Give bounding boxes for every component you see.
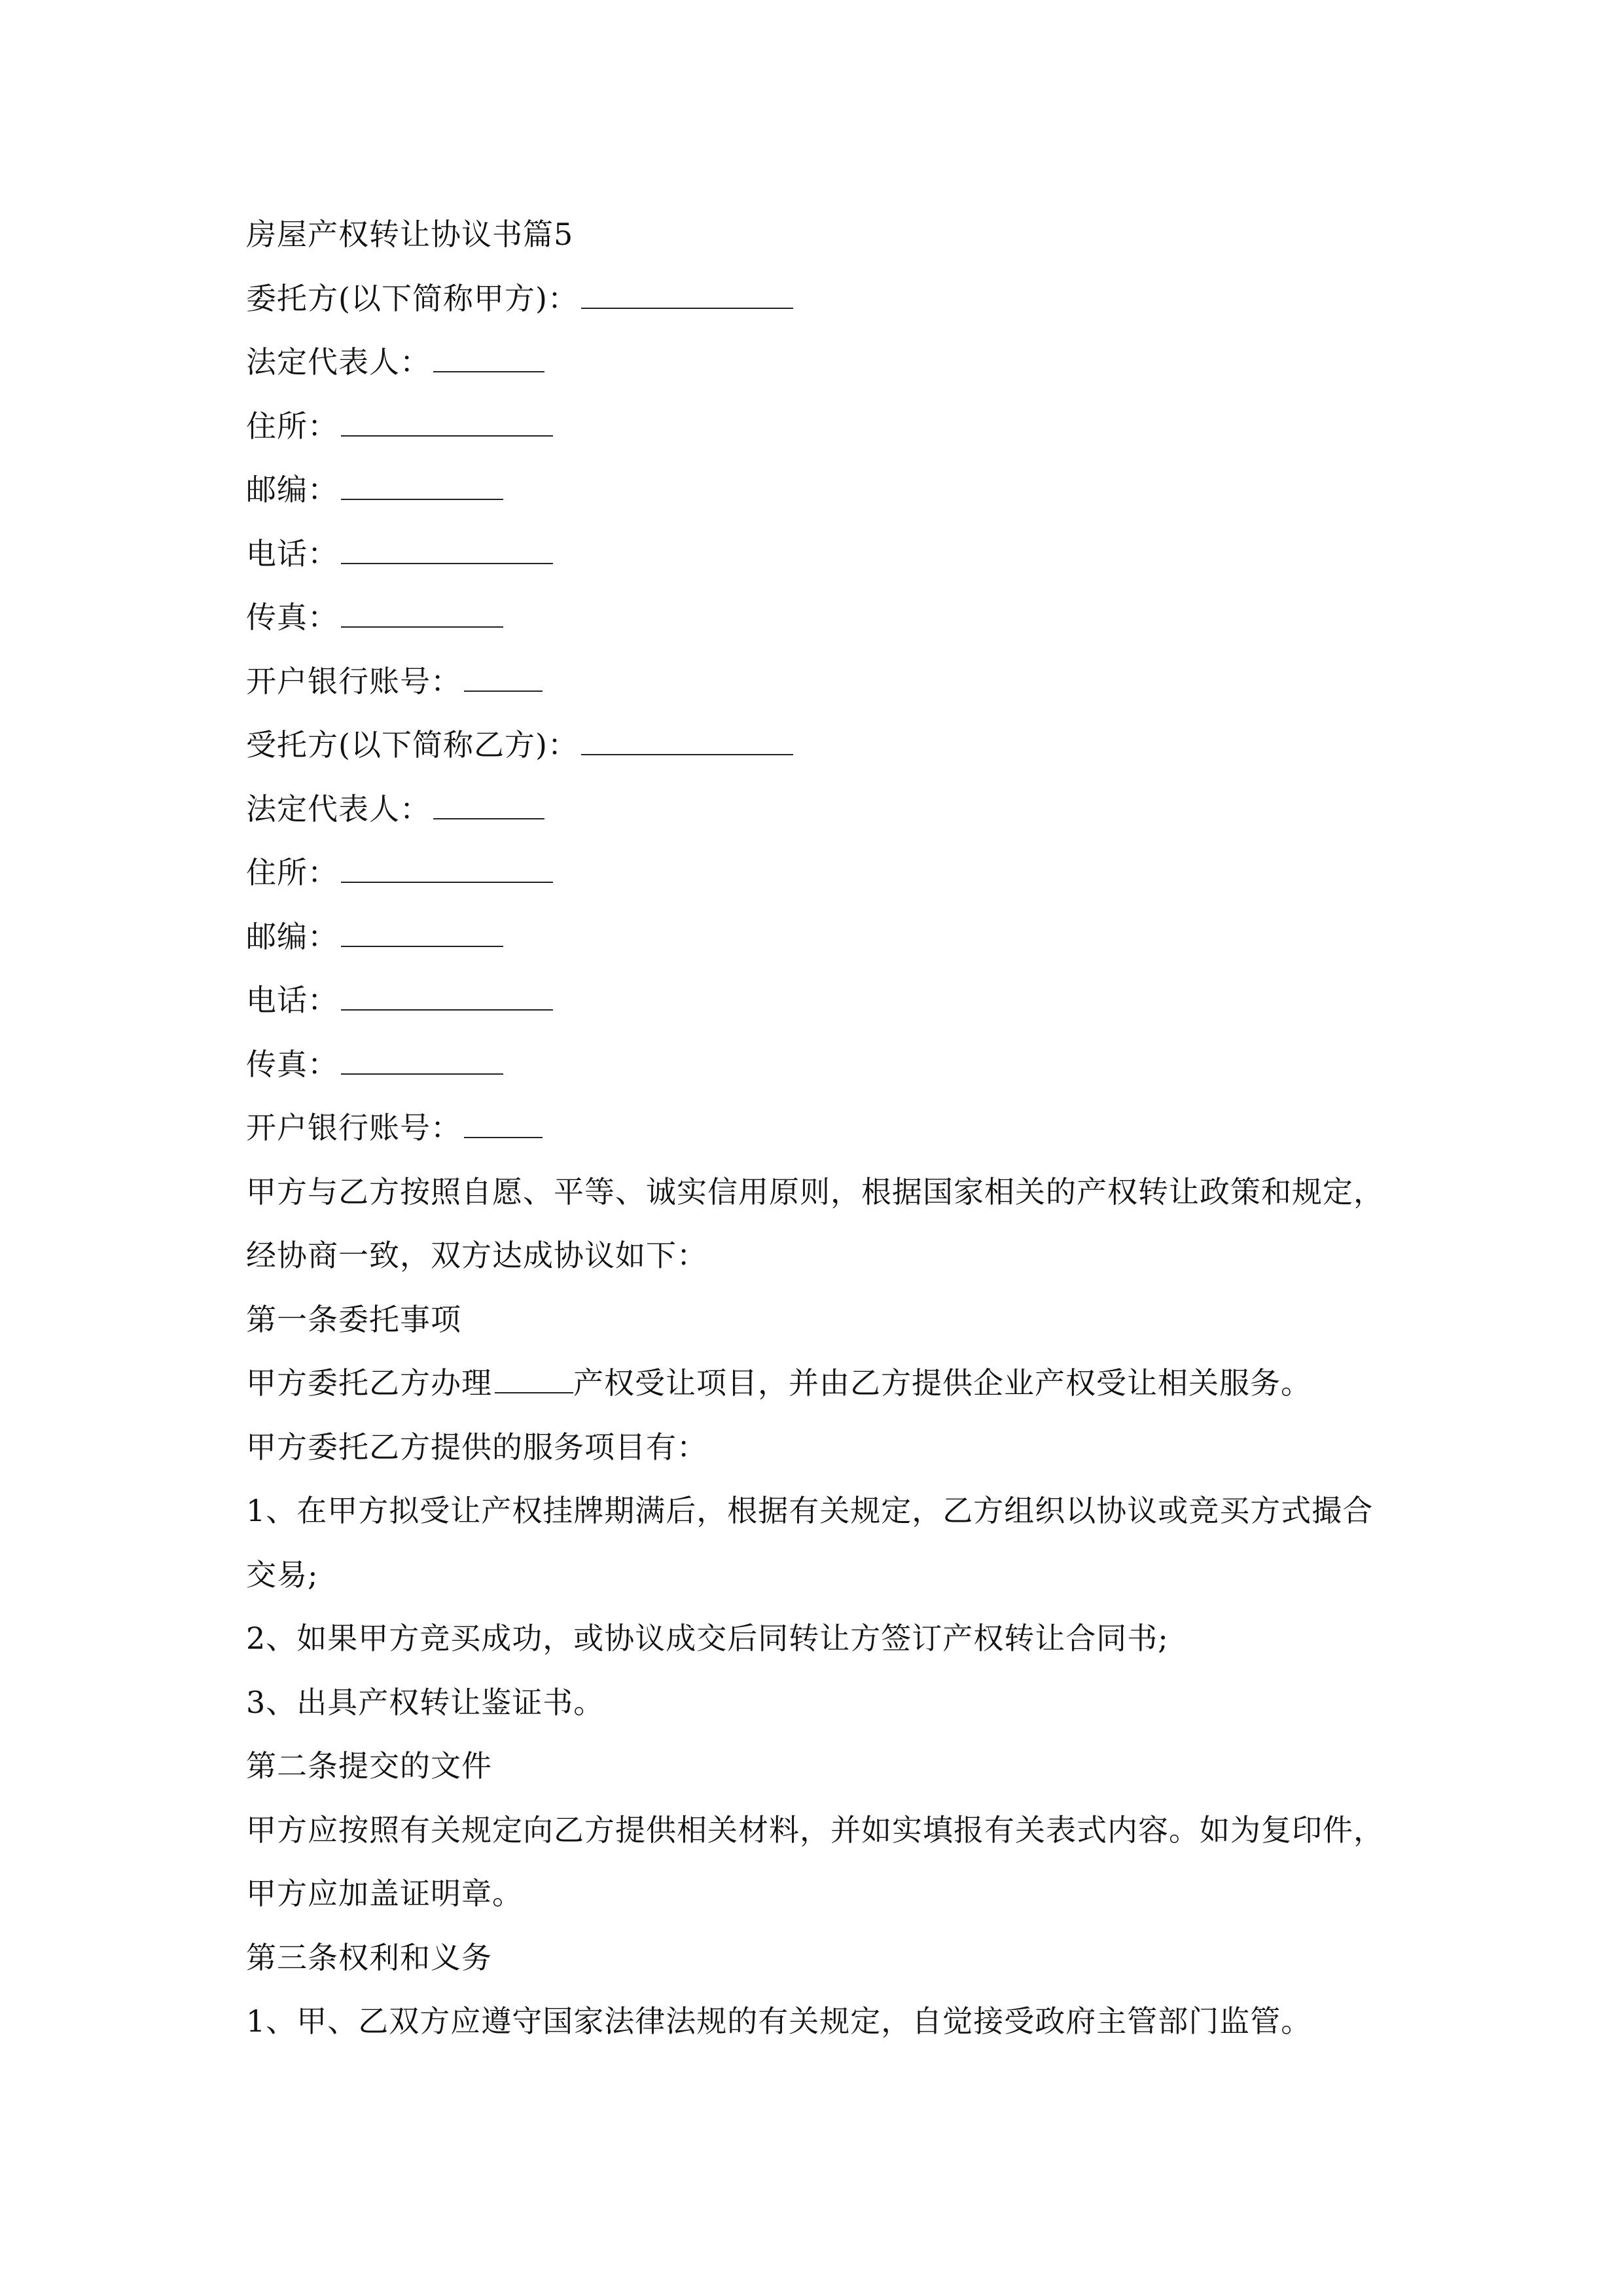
party-a-fax-label: 传真：	[246, 600, 338, 635]
party-a-bank-line	[246, 650, 1411, 714]
party-b-phone-line	[246, 969, 1411, 1033]
party-a-fax-blank[interactable]	[341, 601, 503, 628]
party-b-rep-blank[interactable]	[433, 793, 544, 819]
party-b-fax-line	[246, 1033, 1411, 1097]
article-1-commission-line	[246, 1352, 1411, 1416]
party-a-rep-line	[246, 331, 1411, 395]
party-b-bank-label: 开户银行账号：	[246, 1110, 461, 1145]
party-a-phone-label: 电话：	[246, 535, 338, 571]
party-a-phone-blank[interactable]	[341, 538, 553, 564]
document-title: 房屋产权转让协议书篇5	[246, 217, 574, 252]
party-b-phone-label: 电话：	[246, 982, 338, 1018]
party-a-bank-blank[interactable]	[464, 666, 543, 692]
party-b-rep-label: 法定代表人：	[246, 791, 431, 827]
party-a-postcode-blank[interactable]	[341, 474, 503, 500]
article-3-item-1: 1、甲、乙双方应遵守国家法律法规的有关规定，自觉接受政府主管部门监管。	[246, 2003, 1312, 2039]
document-body	[246, 203, 1411, 2054]
party-a-name-blank[interactable]	[581, 283, 793, 309]
party-a-heading: 委托方(以下简称甲方)：	[246, 280, 579, 316]
party-b-rep-line	[246, 778, 1411, 842]
party-a-rep-blank[interactable]	[433, 346, 544, 372]
article-2-text: 甲方应按照有关规定向乙方提供相关材料，并如实填报有关表式内容。如为复印件，甲方应加盖证明章。	[246, 1812, 1384, 1911]
project-name-blank[interactable]	[495, 1367, 573, 1393]
party-b-postcode-blank[interactable]	[341, 921, 503, 947]
article-1-heading: 第一条委托事项	[246, 1301, 461, 1337]
party-b-postcode-line	[246, 905, 1411, 969]
party-a-address-blank[interactable]	[341, 410, 553, 437]
party-a-rep-label: 法定代表人：	[246, 344, 431, 380]
party-a-bank-label: 开户银行账号：	[246, 663, 461, 699]
party-a-postcode-label: 邮编：	[246, 472, 338, 507]
party-b-address-label: 住所：	[246, 855, 338, 890]
article-1-services-intro: 甲方委托乙方提供的服务项目有：	[246, 1429, 707, 1465]
party-b-address-blank[interactable]	[341, 857, 553, 883]
article-1-text-after: 产权受让项目，并由乙方提供企业产权受让相关服务。	[573, 1365, 1311, 1401]
article-1-text-before: 甲方委托乙方办理	[246, 1365, 492, 1401]
party-b-heading-line	[246, 713, 1411, 778]
party-b-bank-blank[interactable]	[464, 1112, 543, 1138]
preamble-paragraph: 甲方与乙方按照自愿、平等、诚实信用原则，根据国家相关的产权转让政策和规定，经协商一致，双方达成协议如下：	[246, 1174, 1384, 1273]
party-b-bank-line	[246, 1096, 1411, 1160]
party-a-fax-line	[246, 586, 1411, 650]
party-a-phone-line	[246, 522, 1411, 586]
party-b-name-blank[interactable]	[581, 729, 793, 755]
party-b-heading: 受托方(以下简称乙方)：	[246, 727, 579, 762]
article-1-item-2: 2、如果甲方竞买成功，或协议成交后同转让方签订产权转让合同书;	[246, 1621, 1169, 1656]
party-a-address-label: 住所：	[246, 408, 338, 444]
party-a-postcode-line	[246, 458, 1411, 522]
party-b-phone-blank[interactable]	[341, 984, 553, 1011]
article-2-heading: 第二条提交的文件	[246, 1748, 492, 1784]
article-1-item-3: 3、出具产权转让鉴证书。	[246, 1684, 605, 1720]
party-b-fax-blank[interactable]	[341, 1049, 503, 1075]
party-b-fax-label: 传真：	[246, 1046, 338, 1082]
article-1-item-1: 1、在甲方拟受让产权挂牌期满后，根据有关规定，乙方组织以协议或竞买方式撮合交易;	[246, 1493, 1374, 1592]
party-a-address-line	[246, 395, 1411, 459]
party-b-address-line	[246, 841, 1411, 905]
article-3-heading: 第三条权利和义务	[246, 1939, 492, 1975]
party-b-postcode-label: 邮编：	[246, 918, 338, 954]
party-a-heading-line	[246, 267, 1411, 331]
